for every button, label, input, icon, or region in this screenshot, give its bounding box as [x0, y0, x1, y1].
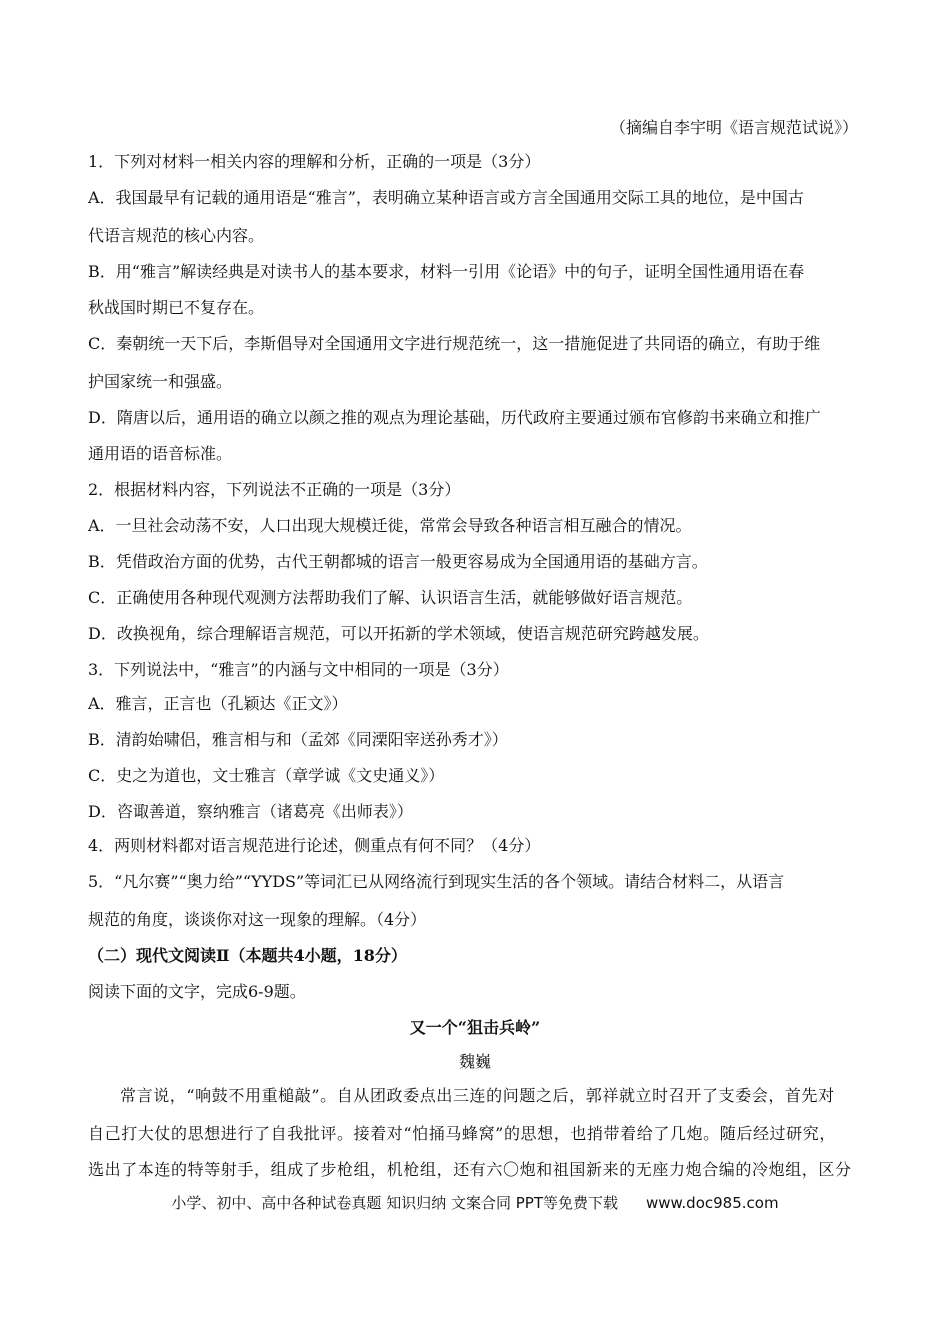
source-citation: （摘编自李宇明《语言规范试说》） — [609, 118, 858, 137]
q1-option-a-line-2: 代语言规范的核心内容。 — [88, 226, 265, 245]
q1-option-d-line-1: D．隋唐以后，通用语的确立以颜之推的观点为理论基础，历代政府主要通过颁布官修韵书来确立和推广 — [88, 408, 821, 427]
q3-option-c: C．史之为道也，文士雅言（章学诚《文史通义》） — [88, 766, 445, 785]
q1-option-c-line-1: C．秦朝统一天下后，李斯倡导对全国通用文字进行规范统一，这一措施促进了共同语的确立，有助于维 — [88, 334, 821, 353]
article-title: 又一个“狙击兵岭” — [409, 1018, 541, 1037]
q2-option-a: A．一旦社会动荡不安，人口出现大规模迁徙，常常会导致各种语言相互融合的情况。 — [88, 516, 692, 535]
q1-option-d-line-2: 通用语的语音标准。 — [88, 444, 233, 463]
article-paragraph-line-2: 自己打大仗的思想进行了自我批评。接着对“怕捅马蜂窝”的思想，也捎带着给了几炮。随后经过研究， — [88, 1124, 836, 1143]
article-paragraph-line-3: 选出了本连的特等射手，组成了步枪组，机枪组，还有六〇炮和祖国新来的无座力炮合编的冷炮组，区分 — [88, 1160, 852, 1179]
q3-option-b: B．清韵始啸侣，雅言相与和（孟郊《同溧阳宰送孙秀才》） — [88, 730, 508, 749]
question-4: 4．两则材料都对语言规范进行论述，侧重点有何不同？（4分） — [88, 836, 541, 855]
q2-option-c: C．正确使用各种现代观测方法帮助我们了解、认识语言生活，就能够做好语言规范。 — [88, 588, 693, 607]
footer-text: 小学、初中、高中各种试卷真题 知识归纳 文案合同 PPT等免费下载 — [171, 1194, 618, 1212]
q3-option-d: D．咨诹善道，察纳雅言（诸葛亮《出师表》） — [88, 802, 413, 821]
q1-option-a-line-1: A．我国最早有记载的通用语是“雅言”，表明确立某种语言或方言全国通用交际工具的地位，是中国古 — [88, 188, 804, 207]
q1-option-c-line-2: 护国家统一和强盛。 — [88, 372, 233, 391]
question-1-stem: 1．下列对材料一相关内容的理解和分析，正确的一项是（3分） — [88, 152, 541, 171]
question-5-line-1: 5．“凡尔赛”“奥力给”“YYDS”等词汇已从网络流行到现实生活的各个领域。请结合材料二，从语言 — [88, 872, 785, 891]
q1-option-b-line-1: B．用“雅言”解读经典是对读书人的基本要求，材料一引用《论语》中的句子，证明全国性通用语在春 — [88, 262, 805, 281]
q3-option-a: A．雅言，正言也（孔颖达《正文》） — [88, 694, 348, 713]
page-footer — [0, 1192, 950, 1213]
question-3-stem: 3．下列说法中，“雅言”的内涵与文中相同的一项是（3分） — [88, 660, 509, 679]
article-author: 魏巍 — [458, 1052, 491, 1071]
q2-option-b: B．凭借政治方面的优势，古代王朝都城的语言一般更容易成为全国通用语的基础方言。 — [88, 552, 708, 571]
q1-option-b-line-2: 秋战国时期已不复存在。 — [88, 298, 265, 317]
reading-instruction: 阅读下面的文字，完成6-9题。 — [88, 982, 306, 1001]
q2-option-d: D．改换视角，综合理解语言规范，可以开拓新的学术领域，使语言规范研究跨越发展。 — [88, 624, 709, 643]
question-2-stem: 2．根据材料内容，下列说法不正确的一项是（3分） — [88, 480, 461, 499]
section-title: （二）现代文阅读Ⅱ（本题共4小题，18分） — [88, 946, 407, 965]
footer-url[interactable]: www.doc985.com — [645, 1194, 779, 1212]
article-paragraph-line-1: 常言说，“响鼓不用重槌敲”。自从团政委点出三连的问题之后，郭祥就立时召开了支委会，首先对 — [120, 1086, 835, 1105]
question-5-line-2: 规范的角度，谈谈你对这一现象的理解。（4分） — [88, 910, 427, 929]
